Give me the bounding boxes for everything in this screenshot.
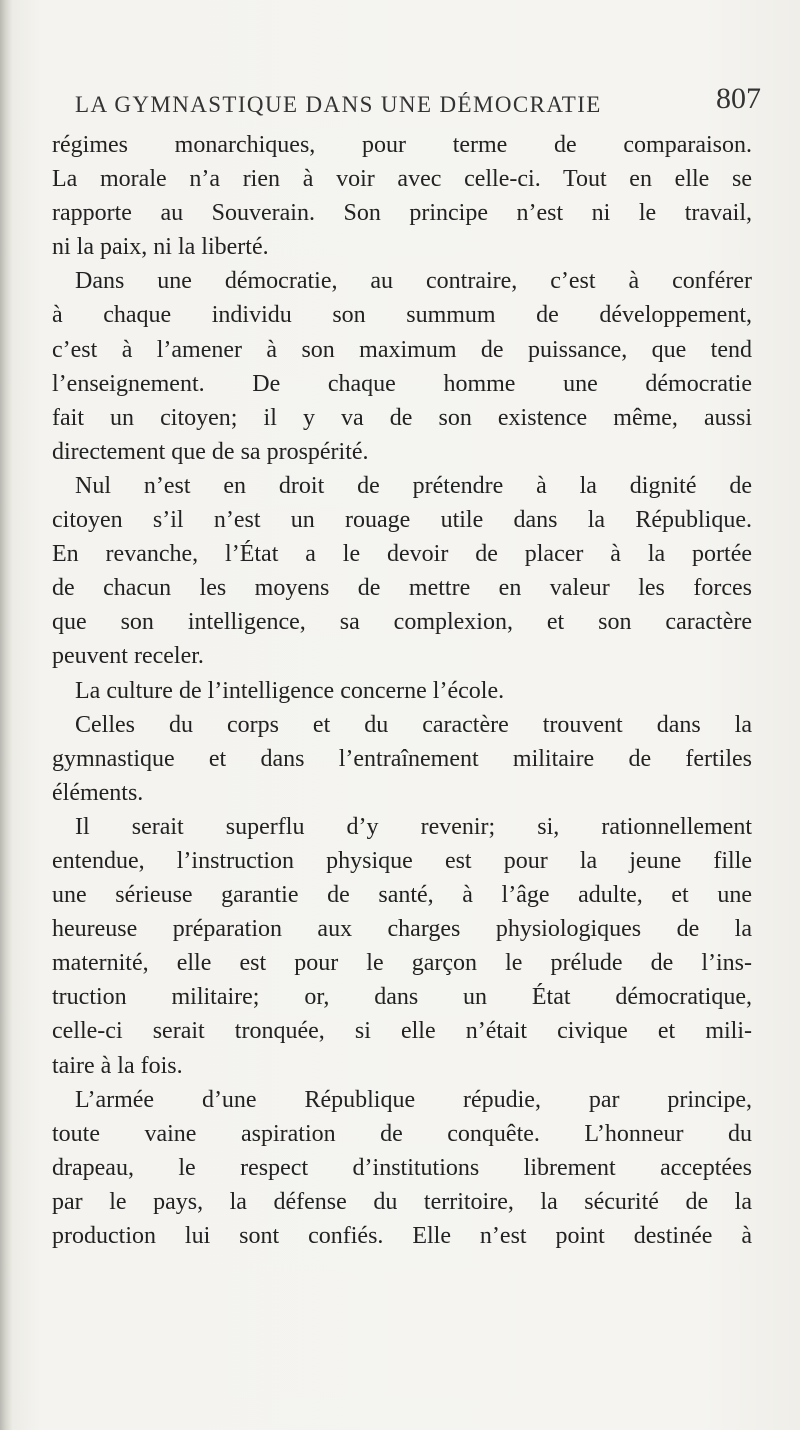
text-line: heureuse préparation aux charges physiologiques de la [52,916,752,943]
paragraph-start-line: Dans une démocratie, au contraire, c’est à conférer [75,268,752,295]
text-line: maternité, elle est pour le garçon le prélude de l’ins- [52,950,752,977]
paragraph-start-line: Celles du corps et du caractère trouvent dans la [75,711,752,738]
text-line: fait un citoyen; il y va de son existence même, aussi [52,404,752,431]
text-line: toute vaine aspiration de conquête. L’honneur du [52,1120,752,1147]
text-line: celle-ci serait tronquée, si elle n’était civique et mili- [52,1018,752,1045]
running-title: LA GYMNASTIQUE DANS UNE DÉMOCRATIE [75,92,602,117]
text-line: régimes monarchiques, pour terme de comparaison. [52,132,752,158]
text-line: ni la paix, ni la liberté. [52,234,269,261]
text-line: directement que de sa prospérité. [52,438,369,465]
paragraph-start-line: La culture de l’intelligence concerne l’école. [75,677,505,704]
text-line: de chacun les moyens de mettre en valeur les forces [52,575,752,602]
text-line: truction militaire; or, dans un État démocratique, [52,984,752,1011]
text-line: rapporte au Souverain. Son principe n’est ni le travail, [52,200,752,227]
text-line: En revanche, l’État a le devoir de placer à la portée [52,541,752,568]
text-line: drapeau, le respect d’institutions librement acceptées [52,1154,752,1181]
text-line: citoyen s’il n’est un rouage utile dans la République. [52,507,752,534]
paragraph-start-line: Nul n’est en droit de prétendre à la dignité de [75,472,752,499]
text-line: à chaque individu son summum de développement, [52,302,752,329]
text-line: que son intelligence, sa complexion, et son caractère [52,609,752,636]
running-header [75,82,761,126]
text-line: une sérieuse garantie de santé, à l’âge adulte, et une [52,882,752,909]
text-line: éléments. [52,779,144,806]
paragraph-start-line: L’armée d’une République répudie, par principe, [75,1086,752,1113]
text-line: peuvent receler. [52,643,204,670]
text-line: entendue, l’instruction physique est pour la jeune fille [52,847,752,874]
text-line: La morale n’a rien à voir avec celle-ci. Tout en elle se [52,166,752,193]
page-gutter-shadow [0,0,12,1430]
page-number: 807 [716,82,761,115]
text-line: production lui sont confiés. Elle n’est point destinée à [52,1223,752,1249]
text-line: par le pays, la défense du territoire, la sécurité de la [52,1188,752,1215]
text-line: taire à la fois. [52,1052,183,1079]
text-line: gymnastique et dans l’entraînement militaire de fertiles [52,745,752,772]
text-line: c’est à l’amener à son maximum de puissance, que tend [52,336,752,363]
body-text [52,128,752,1253]
text-line: l’enseignement. De chaque homme une démocratie [52,370,752,397]
paragraph-start-line: Il serait superflu d’y revenir; si, rationnellement [75,813,752,840]
